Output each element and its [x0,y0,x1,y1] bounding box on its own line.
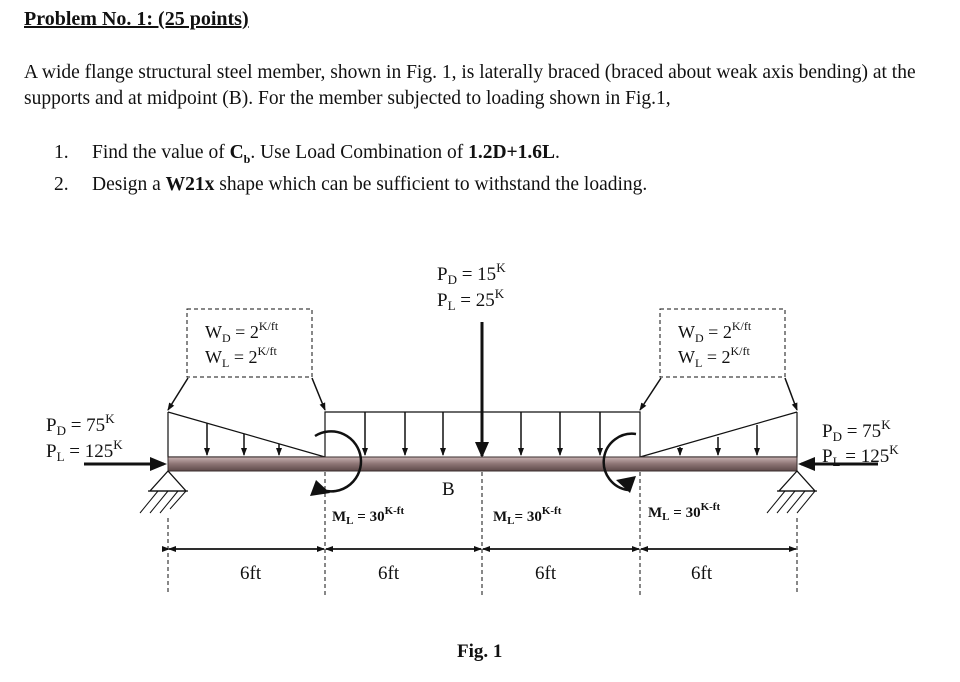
leader-arrow [640,378,661,410]
task-text: Find the value of $C_b$. Use Load Combination of 1.2D+1.6L. [92,142,560,166]
span-label: 6ft [240,563,262,584]
left-wd-label: $W_D = 2^{K/ft}$ [205,319,279,345]
left-axial-pl-label: $P_L = 125^K$ [46,437,123,464]
span-label: 6ft [378,563,400,584]
moment-label: $M_L= 30^{K-ft}$ [493,505,562,527]
left-pin-support [140,471,188,513]
problem-title: Problem No. 1: (25 points) [24,8,249,30]
steel-beam [168,457,797,471]
center-pd-label: $P_D = 15^K$ [437,260,506,287]
midpoint-label: B [442,479,455,500]
figure-caption: Fig. 1 [457,641,503,662]
span-label: 6ft [535,563,557,584]
moment-label: $M_L = 30^{K-ft}$ [648,501,721,523]
leader-arrow [785,378,797,410]
task-number: 2. [54,173,69,195]
right-wd-label: $W_D = 2^{K/ft}$ [678,319,752,345]
leader-arrow [168,378,188,410]
right-wl-label: $W_L = 2^{K/ft}$ [678,344,750,370]
left-triangular-load-edge [168,412,325,457]
problem-intro: A wide flange structural steel member, shown in Fig. 1, is laterally braced (braced about weak axis bending) at the supports and at midpoint (B). For the member subjected to loading shown in Fig.1, [24,62,916,109]
moment-label: $M_L = 30^{K-ft}$ [332,505,405,527]
leader-arrow [312,378,325,410]
center-pl-label: $P_L = 25^K$ [437,286,505,313]
right-pin-support [767,471,817,513]
left-axial-pd-label: $P_D = 75^K$ [46,411,115,438]
span-label: 6ft [691,563,713,584]
right-axial-pd-label: $P_D = 75^K$ [822,417,891,444]
task-text: Design a W21x shape which can be sufficient to withstand the loading. [92,173,648,195]
right-axial-pl-label: $P_L = 125^K$ [822,442,899,469]
left-wl-label: $W_L = 2^{K/ft}$ [205,344,277,370]
task-number: 1. [54,142,69,163]
